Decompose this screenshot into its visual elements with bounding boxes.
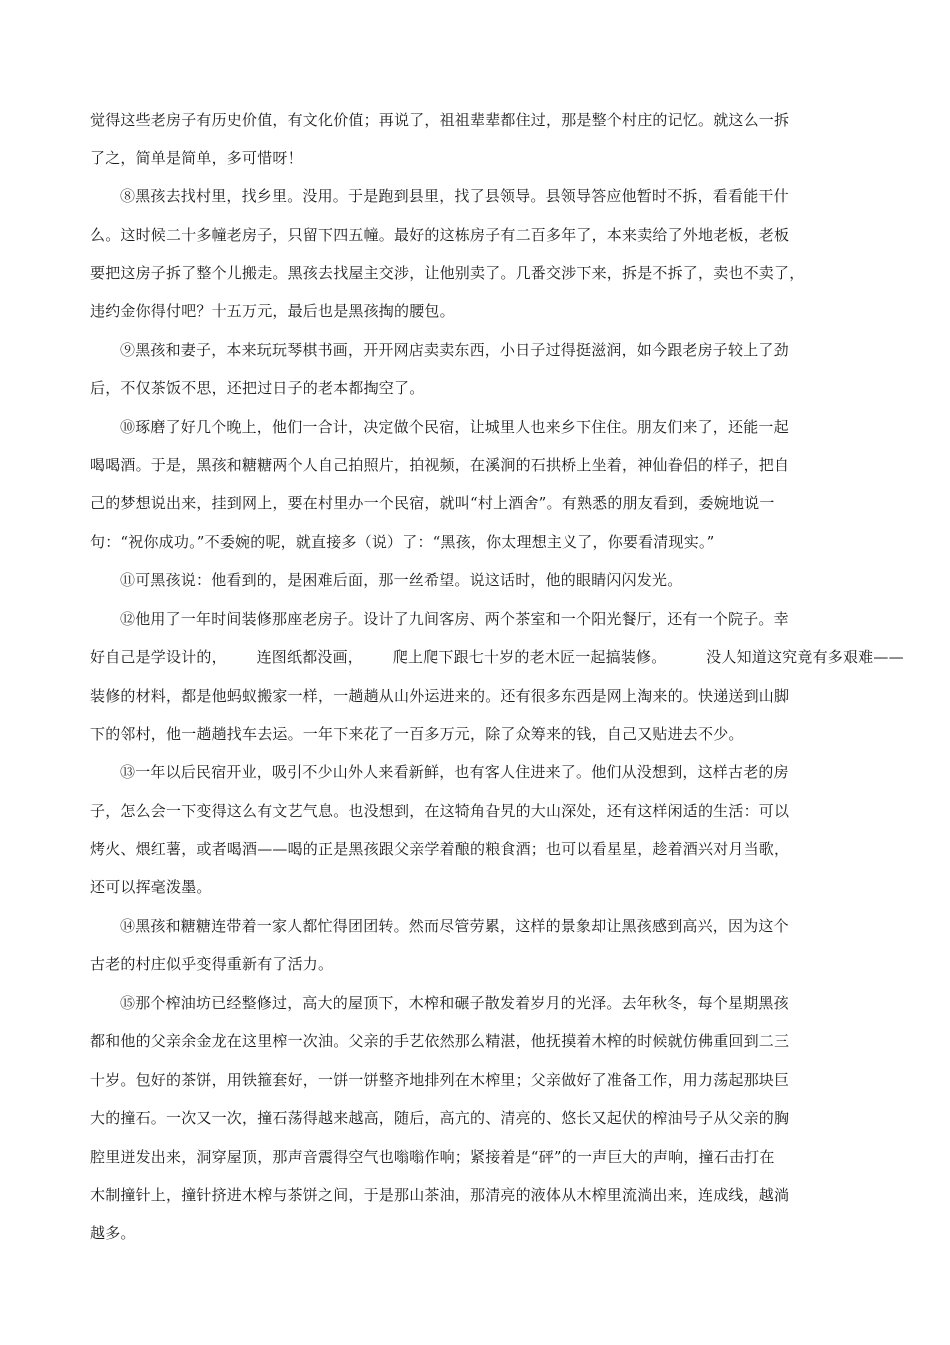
- text-line: 腔里迸发出来，洞穿屋顶，那声音震得空气也嗡嗡作响；紧接着是“砰”的一声巨大的声响，撞石击打在: [90, 1148, 775, 1166]
- text-line: 要把这房子拆了整个儿搬走。黑孩去找屋主交涉，让他别卖了。几番交涉下来，拆是不拆了，卖也不卖了，: [90, 264, 805, 282]
- text-line: 烤火、煨红薯，或者喝酒——喝的正是黑孩跟父亲学着酿的粮食酒；也可以看星星，趁着酒兴对月当歌，: [90, 840, 790, 858]
- text-line: 十岁。包好的茶饼，用铁箍套好，一饼一饼整齐地排列在木榨里；父亲做好了准备工作，用力荡起那块巨: [90, 1071, 790, 1089]
- text-line: 好自己是学设计的， 连图纸都没画， 爬上爬下跟七十岁的老木匠一起搞装修。 没人知道这究竟有多艰难——: [90, 648, 904, 666]
- text-line: 子，怎么会一下变得这么有文艺气息。也没想到，在这犄角旮旯的大山深处，还有这样闲适的生活：可以: [90, 802, 790, 820]
- text-line: 违约金你得付吧？十五万元，最后也是黑孩掏的腰包。: [90, 302, 455, 320]
- paragraph-15-start: ⑮那个榨油坊已经整修过，高大的屋顶下，木榨和碾子散发着岁月的光泽。去年秋冬，每个星期黑孩: [120, 994, 789, 1012]
- text-line: 觉得这些老房子有历史价值，有文化价值；再说了，祖祖辈辈都住过，那是整个村庄的记忆。就这么一拆: [90, 111, 790, 129]
- text-line: 木制撞针上，撞针挤进木榨与茶饼之间，于是那山茶油，那清亮的液体从木榨里流淌出来，连成线，越淌: [90, 1186, 790, 1204]
- paragraph-10-start: ⑩琢磨了好几个晚上，他们一合计，决定做个民宿，让城里人也来乡下住住。朋友们来了，还能一起: [120, 418, 789, 436]
- text-line: 后，不仅茶饭不思，还把过日子的老本都掏空了。: [90, 379, 425, 397]
- text-line: 还可以挥毫泼墨。: [90, 878, 212, 896]
- paragraph-14-start: ⑭黑孩和糖糖连带着一家人都忙得团团转。然而尽管劳累，这样的景象却让黑孩感到高兴，因为这个: [120, 917, 789, 935]
- text-line: 么。这时候二十多幢老房子，只留下四五幢。最好的这栋房子有二百多年了，本来卖给了外地老板，老板: [90, 226, 790, 244]
- paragraph-11-start: ⑪可黑孩说：他看到的，是困难后面，那一丝希望。说这话时，他的眼睛闪闪发光。: [120, 571, 683, 589]
- text-line: 越多。: [90, 1224, 136, 1242]
- text-line: 下的邻村，他一趟趟找车去运。一年下来花了一百多万元，除了众筹来的钱，自己又贴进去不少。: [90, 725, 744, 743]
- text-line: 古老的村庄似乎变得重新有了活力。: [90, 955, 334, 973]
- text-line: 大的撞石。一次又一次，撞石荡得越来越高，随后，高亢的、清亮的、悠长又起伏的榨油号子从父亲的胸: [90, 1109, 790, 1127]
- text-line: 都和他的父亲余金龙在这里榨一次油。父亲的手艺依然那么精湛，他抚摸着木榨的时候就仿佛重回到二三: [90, 1032, 790, 1050]
- paragraph-12-start: ⑫他用了一年时间装修那座老房子。设计了九间客房、两个茶室和一个阳光餐厅，还有一个院子。幸: [120, 610, 789, 628]
- paragraph-13-start: ⑬一年以后民宿开业，吸引不少山外人来看新鲜，也有客人住进来了。他们从没想到，这样古老的房: [120, 763, 789, 781]
- paragraph-9-start: ⑨黑孩和妻子，本来玩玩琴棋书画，开开网店卖卖东西，小日子过得挺滋润，如今跟老房子较上了劲: [120, 341, 789, 359]
- text-line: 喝喝酒。于是，黑孩和糖糖两个人自己拍照片，拍视频，在溪涧的石拱桥上坐着，神仙眷侣的样子，把自: [90, 456, 790, 474]
- paragraph-8-start: ⑧黑孩去找村里，找乡里。没用。于是跑到县里，找了县领导。县领导答应他暂时不拆，看看能干什: [120, 187, 789, 205]
- text-line: 句：“祝你成功。”不委婉的呢，就直接多（说）了：“黑孩，你太理想主义了，你要看清现实。”: [90, 533, 715, 551]
- text-line: 了之，简单是简单，多可惜呀！: [90, 149, 303, 167]
- text-line: 己的梦想说出来，挂到网上，要在村里办一个民宿，就叫“村上酒舍”。有熟悉的朋友看到，委婉地说一: [90, 494, 775, 512]
- text-line: 装修的材料，都是他蚂蚁搬家一样，一趟趟从山外运进来的。还有很多东西是网上淘来的。快递送到山脚: [90, 687, 790, 705]
